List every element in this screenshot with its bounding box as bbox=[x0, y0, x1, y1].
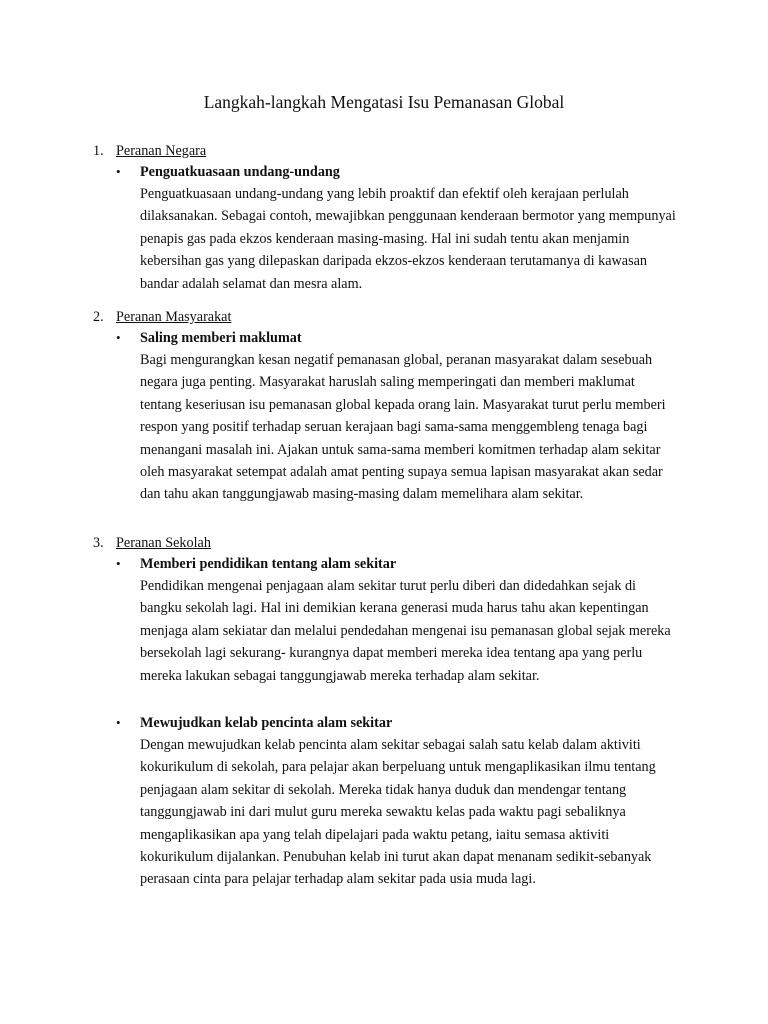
section-title: Peranan Sekolah bbox=[116, 535, 211, 551]
item-heading: Penguatkuasaan undang-undang bbox=[140, 164, 340, 180]
section-heading bbox=[93, 533, 693, 553]
section-title: Peranan Negara bbox=[116, 143, 207, 159]
bullet-icon: • bbox=[116, 556, 121, 571]
item-paragraph: Pendidikan mengenai penjagaan alam sekitar turut perlu diberi dan didedahkan sejak di bangku sekolah lagi. Hal ini demikian kerana generasi muda harus tahu akan kepentingan menjaga alam sekiatar dan melalui pendedahan mengenai isu pemanasan global sejak mereka bersekolah lagi sekurang- kurangnya dapat memberi mereka idea tentang apa yang perlu mereka lakukan sebagai tanggungjawab mereka terhadap alam sekitar. bbox=[140, 578, 671, 684]
bullet-icon: • bbox=[116, 330, 121, 345]
list-item bbox=[93, 713, 693, 891]
bullet-icon: • bbox=[116, 164, 121, 179]
section-number: 1. bbox=[93, 143, 104, 159]
section-heading bbox=[93, 141, 693, 161]
section-title: Peranan Masyarakat bbox=[116, 309, 232, 325]
item-paragraph: Bagi mengurangkan kesan negatif pemanasan global, peranan masyarakat dalam sesebuah negara juga penting. Masyarakat haruslah saling memperingati dan memberi maklumat tentang keseriusan isu pemanasan global kepada orang lain. Masyarakat turut perlu memberi respon yang positif terhadap seruan kerajaan bagi sama-sama menggembleng tenaga bagi menangani masalah ini. Ajakan untuk sama-sama memberi komitmen terhadap alam sekitar oleh masyarakat setempat adalah amat penting supaya semua lapisan masyarakat akan sedar dan tahu akan tanggungjawab masing-masing dalam memelihara alam sekitar. bbox=[140, 352, 666, 503]
item-paragraph: Penguatkuasaan undang-undang yang lebih proaktif dan efektif oleh kerajaan perlulah dilaksanakan. Sebagai contoh, mewajibkan penggunaan kenderaan bermotor yang mempunyai penapis gas pada ekzos kenderaan masing-masing. Hal ini sudah tentu akan menjamin kebersihan gas yang dilepaskan daripada ekzos-ekzos kenderaan terutamanya di kawasan bandar adalah selamat dan mesra alam. bbox=[140, 186, 676, 292]
page-title: Langkah-langkah Mengatasi Isu Pemanasan Global bbox=[203, 92, 565, 112]
section-number: 2. bbox=[93, 309, 104, 325]
section-peranan-masyarakat bbox=[93, 307, 693, 506]
section-heading bbox=[93, 307, 693, 327]
item-heading: Saling memberi maklumat bbox=[140, 330, 302, 346]
section-number: 3. bbox=[93, 535, 104, 551]
list-item bbox=[93, 162, 693, 295]
bullet-icon: • bbox=[116, 715, 121, 731]
list-item bbox=[93, 554, 693, 687]
section-peranan-negara bbox=[93, 141, 693, 295]
section-peranan-sekolah bbox=[93, 533, 693, 891]
list-item bbox=[93, 328, 693, 506]
item-heading: Memberi pendidikan tentang alam sekitar bbox=[140, 556, 397, 572]
item-heading: Mewujudkan kelab pencinta alam sekitar bbox=[140, 715, 393, 732]
item-paragraph: Dengan mewujudkan kelab pencinta alam sekitar sebagai salah satu kelab dalam aktiviti kokurikulum di sekolah, para pelajar akan berpeluang untuk mengaplikasikan ilmu tentang penjagaan alam sekitar di sekolah. Mereka tidak hanya duduk dan mendengar tentang tanggungjawab ini dari mulut guru mereka sewaktu kelas pada waktu pagi sebaliknya mengaplikasikan apa yang telah dipelajari pada waktu petang, iaitu semasa aktiviti kokurikulum dijalankan. Penubuhan kelab ini turut akan dapat menanam sedikit-sebanyak perasaan cinta para pelajar terhadap alam sekitar pada usia muda lagi. bbox=[140, 737, 656, 888]
